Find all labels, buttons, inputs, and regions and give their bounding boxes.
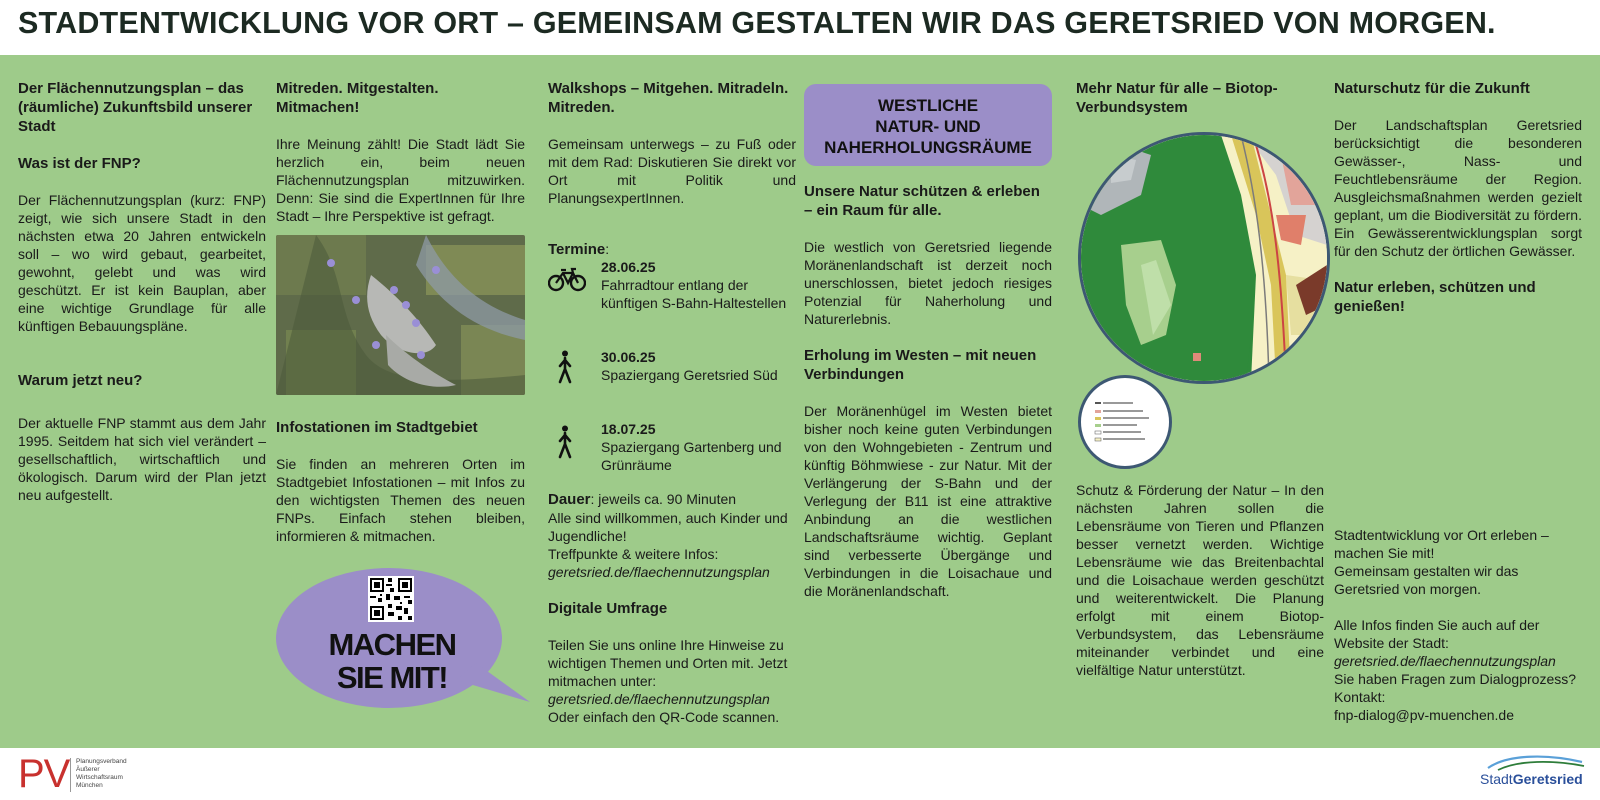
dauer-label: Dauer [548,491,591,508]
west-box-line-1: WESTLICHE [877,96,979,115]
website-link-3[interactable]: geretsried.de/flaechennutzungsplan [1334,653,1556,669]
natur-erleben-heading: Natur erleben, schützen und genießen! [1334,279,1536,315]
pv-logo-line-1: Planungsverband [76,758,127,765]
map-legend-image [1081,378,1169,466]
termin-1 [601,258,796,312]
walkshops-text: Gemeinsam unterwegs – zu Fuß oder mit dem Rad: Diskutieren Sie direkt vor Ort mit Politik und PlanungsexpertInnen. [548,136,796,206]
stadt-logo-name: Geretsried [1512,771,1583,787]
footer [0,748,1600,800]
termine-colon: : [605,241,610,257]
biotop-map [1078,132,1330,384]
column-fnp [18,79,266,504]
naturschutz-text: Der Landschaftsplan Geretsried berücksichtigt die besonderen Gewässer-, Nass- und Feuchtlebensräume der Region. Ausgleichsmaßnahmen werden gezielt geplant, um die Biodiversität zu fördern. Ein Gewässerentwicklungsplan sorgt für den Schutz der örtlichen Gewässer. [1334,117,1582,259]
pv-logo-divider [70,758,71,792]
termin-3-date: 18.07.25 [601,421,656,437]
termine-label: Termine [548,241,606,258]
termin-2-date: 30.06.25 [601,349,656,365]
termin-3 [601,420,796,474]
column-nature [804,182,1052,600]
column-biotop [1076,79,1324,117]
nature-text: Die westlich von Geretsried liegende Moränenlandschaft ist derzeit noch unerschlossen, bietet jedoch riesiges Potenzial für Naherholung und Naturerlebnis. [804,239,1052,327]
column-infostations [276,418,525,545]
termin-1-text: Fahrradtour entlang der künftigen S-Bahn-Haltestellen [601,277,787,311]
termine-label-row [548,240,796,259]
bicycle-icon [548,266,586,297]
termin-2 [601,348,796,384]
biotop-map-image [1081,135,1327,381]
survey-text: Teilen Sie uns online Ihre Hinweise zu wichtigen Themen und Orten mit. Jetzt mitmachen unter: [548,637,788,689]
welcome-text: Alle sind willkommen, auch Kinder und Jugendliche! [548,510,788,544]
header-bar [0,0,1600,55]
west-spaces-box [804,84,1052,166]
termin-3-text: Spaziergang Gartenberg und Grünräume [601,439,782,473]
treffpunkte-text: Treffpunkte & weitere Infos: [548,546,719,562]
west-box-line-2: NATUR- UND [875,117,981,136]
stadt-logo-swoosh [1478,752,1588,772]
pv-logo-line-2: Äußerer [76,766,100,773]
cta-text: Stadtentwicklung vor Ort erleben – machen Sie mit! [1334,527,1549,561]
biotop-heading: Mehr Natur für alle – Biotop-Verbundsystem [1076,80,1278,116]
column-biotop-text [1076,481,1324,679]
walkshops-heading: Walkshops – Mitgehen. Mitradeln. Mitreden. [548,80,789,116]
stadt-logo-text [1480,770,1583,788]
fnp-why-text: Der aktuelle FNP stammt aus dem Jahr 1995. Seitdem hat sich viel verändert – gesellschaftlich, wirtschaftlich und ökologisch. Darum wird der Plan jetzt neu aufgestellt. [18,415,266,503]
bubble-line-2: SIE MIT! [336,660,448,695]
qr-hint-text: Oder einfach den QR-Code scannen. [548,709,780,725]
termin-1-date: 28.06.25 [601,259,656,275]
fnp-question-why: Warum jetzt neu? [18,372,143,389]
page-title: STADTENTWICKLUNG VOR ORT – GEMEINSAM GESTALTEN WIR DAS GERETSRIED VON MORGEN. [18,6,1496,40]
column-contact [1334,526,1582,724]
bubble-line-1: MACHEN [328,627,456,662]
naturschutz-heading: Naturschutz für die Zukunft [1334,80,1530,97]
qr-code-image [368,576,414,622]
walking-person-icon [557,350,573,389]
participation-heading: Mitreden. Mitgestalten. Mitmachen! [276,80,439,116]
infostations-heading: Infostationen im Stadtgebiet [276,419,478,436]
recreation-text: Der Moränenhügel im Westen bietet bisher noch keine guten Verbindungen von den Wohngebieten - Zentrum und künftig Böhmwiese - zur Natur. Mit der Verlängerung der S-Bahn und der Verlegung der B11 ist eine attraktive Anbindung an die westlichen Landschaftsräume wichtig. Geplant sind verbesserte Übergänge und Verbindungen in die Loisachaue und die Moränenlandschaft. [804,403,1052,599]
nature-heading: Unsere Natur schützen & erleben – ein Raum für alle. [804,183,1040,219]
walking-person-icon [557,425,573,464]
fnp-heading: Der Flächennutzungsplan – das (räumliche) Zukunftsbild unserer Stadt [18,80,253,135]
termin-2-text: Spaziergang Geretsried Süd [601,367,778,383]
biotop-text: Schutz & Förderung der Natur – In den nächsten Jahren sollen die Lebensräume von Tieren und Pflanzen besser vernetzt werden. Wichtige Lebensräume wie das Breitenbachtal und die Loisachaue werden geschützt und weiterentwickelt. Die Planung erfolgt mit einem Biotop-Verbundsystem, das Lebensräume miteinander verbindet und eine vielfältige Natur unterstützt. [1076,482,1324,678]
column-participation [276,79,525,225]
map-legend [1078,375,1172,469]
participation-text: Ihre Meinung zählt! Die Stadt lädt Sie herzlich ein, beim neuen Flächennutzungsplan mitzuwirken. Denn: Sie sind die ExpertInnen für Ihre Stadt – Ihre Perspektive ist gefragt. [276,136,525,224]
dauer-text: : jeweils ca. 90 Minuten [590,491,737,507]
column-walkshops-details [548,490,796,726]
aerial-photo [276,235,525,395]
survey-heading: Digitale Umfrage [548,600,668,617]
stadt-logo-prefix: Stadt [1480,771,1513,787]
west-box-line-3: NAHERHOLUNGSRÄUME [824,138,1032,157]
pv-logo-line-3: Wirtschaftsraum [76,774,123,781]
pv-logo-line-4: München [76,782,103,789]
infostations-text: Sie finden an mehreren Orten im Stadtgebiet Infostationen – mit Infos zu den wichtigsten Themen des neuen FNPs. Einfach stehen bleiben, informieren & mitmachen. [276,456,525,544]
recreation-heading: Erholung im Westen – mit neuen Verbindungen [804,347,1037,383]
stadt-geretsried-logo [1478,752,1588,796]
website-info-text: Alle Infos finden Sie auch auf der Website der Stadt: [1334,617,1540,651]
questions-text: Sie haben Fragen zum Dialogprozess? Kontakt: [1334,671,1577,705]
qr-code[interactable] [368,576,414,622]
website-link-2[interactable]: geretsried.de/flaechennutzungsplan [548,691,770,707]
column-walkshops [548,79,796,207]
contact-email[interactable]: fnp-dialog@pv-muenchen.de [1334,707,1514,723]
pv-logo-text [76,758,127,790]
fnp-question-what: Was ist der FNP? [18,155,141,172]
aerial-photo-image [276,235,525,395]
pv-logo-letters: PV [18,752,70,796]
column-naturschutz [1334,79,1582,316]
cta-text-2: Gemeinsam gestalten wir das Geretsried von morgen. [1334,563,1519,597]
website-link-1[interactable]: geretsried.de/flaechennutzungsplan [548,564,770,580]
fnp-what-text: Der Flächennutzungsplan (kurz: FNP) zeigt, wie sich unsere Stadt in den nächsten etwa 20 Jahren entwickeln soll – wo wird gebaut, gearbeitet, gewohnt, gelebt und was wird geschützt. Er ist kein Bauplan, aber eine wichtige Grundlage für alle künftigen Bebauungspläne. [18,192,266,334]
